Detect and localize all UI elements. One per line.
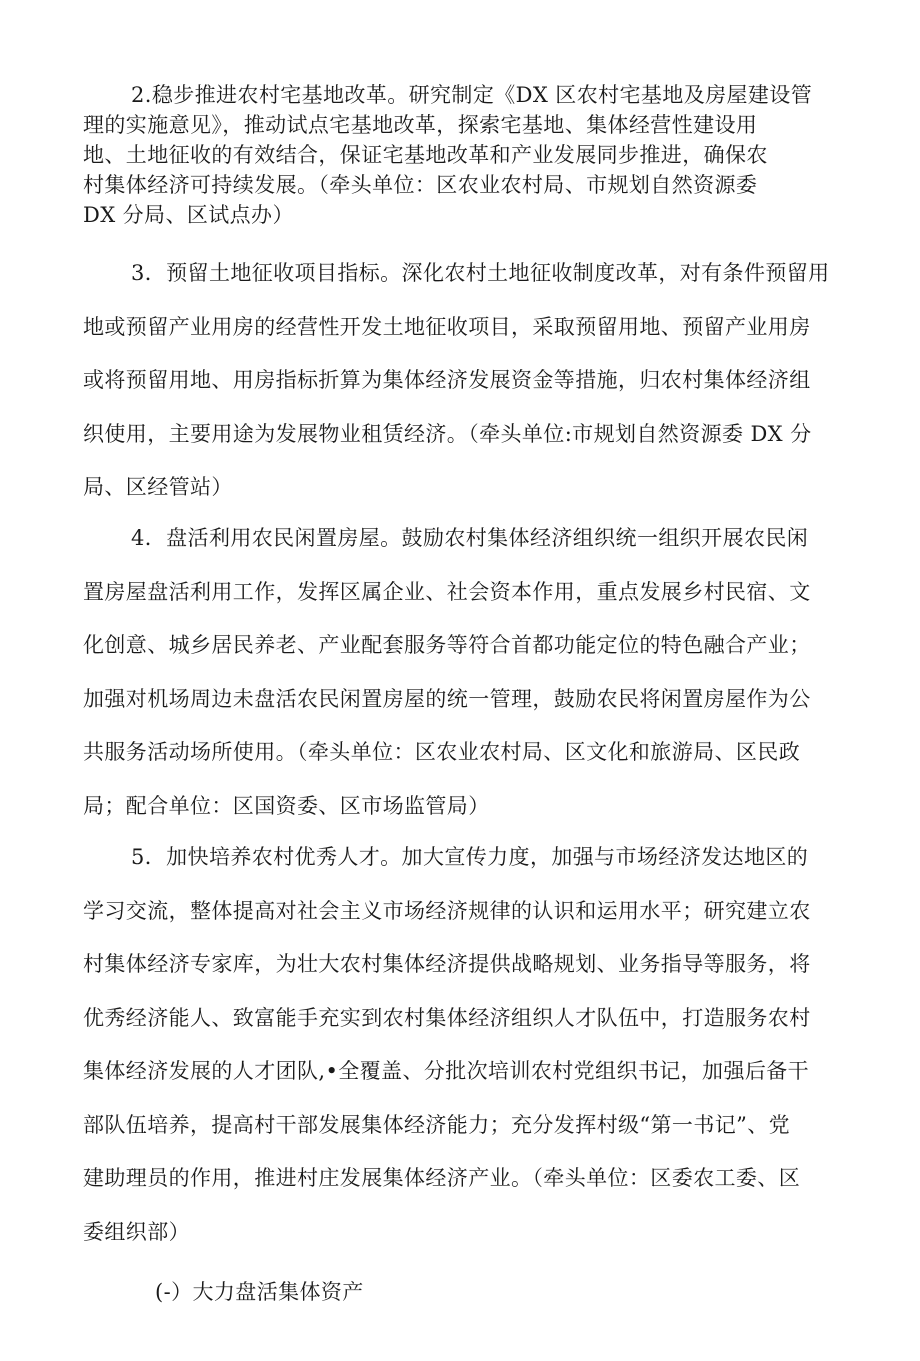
text-line: 学习交流，整体提高对社会主义市场经济规律的认识和运用水平；研究建立农 [83,898,811,923]
text-line: DX 分局、区试点办） [83,203,294,227]
paragraph-rural-homestead-reform [83,80,843,230]
text-line: 集体经济发展的人才团队,•全覆盖、分批次培训农村党组织书记，加强后备干 [83,1059,810,1083]
text-line: 村集体经济专家库，为壮大农村集体经济提供战略规划、业务指导等服务，将 [83,952,811,976]
section-heading: (-）大力盘活集体资产 [155,1280,364,1304]
text-line: 或将预留用地、用房指标折算为集体经济发展资金等措施，归农村集体经济组 [83,368,811,392]
paragraph-talent-training [83,831,843,1259]
text-line: 部队伍培养，提高村干部发展集体经济能力；充分发挥村级“第一书记”、党 [83,1112,791,1137]
text-line: 共服务活动场所使用。（牵头单位：区农业农村局、区文化和旅游局、区民政 [83,740,801,764]
text-line: 4．盘活利用农民闲置房屋。鼓励农村集体经济组织统一组织开展农民闲 [131,526,809,550]
text-line: 建助理员的作用，推进村庄发展集体经济产业。（牵头单位：区委农工委、区 [83,1166,801,1190]
text-line: 织使用，主要用途为发展物业租赁经济。（牵头单位:市规划自然资源委 DX 分 [83,421,812,446]
text-line: 地、土地征收的有效结合，保证宅基地改革和产业发展同步推进，确保农 [83,143,768,167]
text-line: 加强对机场周边未盘活农民闲置房屋的统一管理，鼓励农民将闲置房屋作为公 [83,686,811,711]
text-line: 局；配合单位：区国资委、区市场监管局） [83,793,490,818]
text-line: 5．加快培养农村优秀人才。加大宣传力度，加强与市场经济发达地区的 [131,845,809,869]
text-line: 村集体经济可持续发展。（牵头单位：区农业农村局、市规划自然资源委 [83,173,758,197]
text-line: 委组织部） [83,1219,190,1244]
text-line: 优秀经济能人、致富能手充实到农村集体经济组织人才队伍中，打造服务农村 [83,1005,811,1030]
paragraph-idle-housing-use [83,512,843,833]
text-line: 2.稳步推进农村宅基地改革。研究制定《DX 区农村宅基地及房屋建设管 [131,83,813,107]
text-line: 地或预留产业用房的经营性开发土地征收项目，采取预留用地、预留产业用房 [83,314,811,339]
paragraph-land-expropriation-reserve [83,247,843,515]
text-line: 置房屋盘活利用工作，发挥区属企业、社会资本作用，重点发展乡村民宿、文 [83,579,811,604]
text-line: 3．预留土地征收项目指标。深化农村土地征收制度改革，对有条件预留用 [131,261,830,285]
text-line: 局、区经管站） [83,475,233,499]
text-line: 理的实施意见》，推动试点宅基地改革，探索宅基地、集体经营性建设用 [83,113,758,137]
text-line: 化创意、城乡居民养老、产业配套服务等符合首都功能定位的特色融合产业； [83,633,811,657]
